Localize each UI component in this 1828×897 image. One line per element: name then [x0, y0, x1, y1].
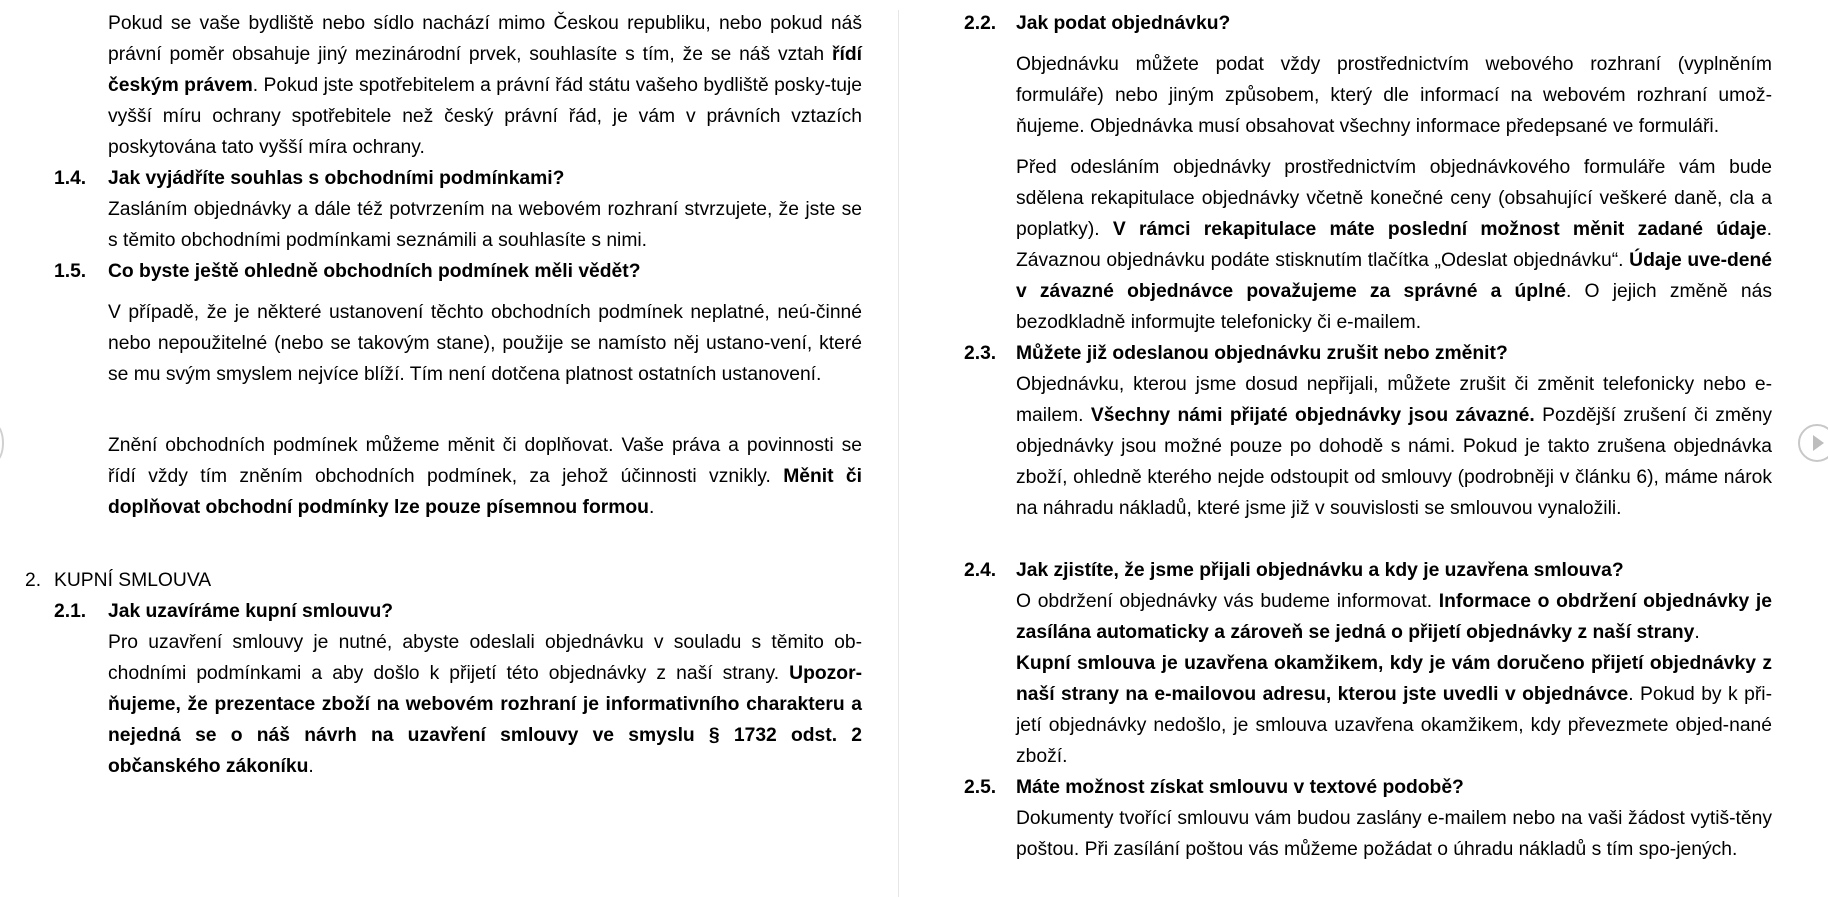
section-title: Jak podat objednávku?	[1016, 13, 1231, 34]
column-divider	[898, 10, 899, 897]
text: Pozdější zrušení či změny objednávky jsou možné pouze po dohodě s námi. Pokud je takto zrušena objednávka zboží, ohledně kterého nejde odstoupit od smlouvy (podrobněji v článku 6), máme nárok na náhradu nákladů, které jsme již v souvislosti se smlouvou vynaložili.	[1016, 405, 1772, 519]
section-title: Co byste ještě ohledně obchodních podmínek měli vědět?	[108, 261, 641, 282]
previous-page-button[interactable]	[0, 424, 4, 462]
text: Pokud se vaše bydliště nebo sídlo nachází mimo Českou republiku, nebo pokud náš právní poměr obsahuje jiný mezinárodní prvek, souhlasíte s tím, že se náš vztah	[108, 13, 862, 65]
section-number: 1.5.	[54, 261, 87, 282]
paragraph-governing-law	[108, 8, 862, 163]
paragraph-2-2-a: Objednávku můžete podat vždy prostřednictvím webového rozhraní (vyplněním formuláře) nebo jiným způsobem, který dle informací na webovém rozhraní umož-ňujeme. Objednávka musí obsahovat všechny informace předepsané ve formuláři.	[1016, 54, 1772, 137]
paragraph-1-4: Zasláním objednávky a dále též potvrzením na webovém rozhraní stvrzujete, že jste se s těmito obchodními podmínkami seznámili a souhlasíte s nimi.	[108, 199, 862, 251]
bold-text: Upozor-ňujeme, že prezentace zboží na webovém rozhraní je informativního charakteru a nejedná se o náš návrh na uzavření smlouvy ve smyslu § 1732 odst. 2 občanského zákoníku	[108, 663, 862, 777]
paragraph-2-3	[1016, 369, 1772, 524]
section-number: 2.2.	[964, 13, 997, 34]
bold-text: Údaje uve-dené v závazné objednávce považujeme za správné a úplné	[1016, 250, 1773, 302]
paragraph-2-2-b	[1016, 152, 1772, 338]
heading-2-3	[964, 338, 1508, 369]
heading-2-2	[964, 8, 1230, 39]
section-2-heading	[25, 565, 211, 596]
heading-1-4	[54, 163, 564, 194]
bold-text: Měnit či doplňovat obchodní podmínky lze pouze písemnou formou	[108, 466, 862, 518]
section-number: 2.	[25, 570, 42, 591]
text: Před odesláním objednávky prostřednictvím objednávkového formuláře vám bude sdělena rekapitulace objednávky včetně konečné ceny (obsahující veškeré daně, cla a poplatky).	[1016, 157, 1772, 240]
paragraph-2-4-b	[1016, 648, 1772, 772]
bold-text: Informace o obdržení objednávky je zasílána automaticky a zároveň se jedná o přijetí objednávky z naší strany	[1016, 591, 1772, 643]
text: Objednávku, kterou jsme dosud nepřijali, můžete zrušit či změnit telefonicky nebo e-mailem.	[1016, 374, 1772, 426]
section-number: 2.1.	[54, 601, 87, 622]
section-number: 2.4.	[964, 560, 997, 581]
heading-2-5	[964, 772, 1464, 803]
section-title: Jak vyjádříte souhlas s obchodními podmínkami?	[108, 168, 565, 189]
section-title: KUPNÍ SMLOUVA	[54, 570, 212, 591]
text: . O jejich změně nás bezodkladně informujte telefonicky či e-mailem.	[1016, 281, 1772, 333]
paragraph-2-4-a	[1016, 586, 1772, 648]
heading-2-4	[964, 555, 1624, 586]
left-column	[0, 0, 900, 897]
text: Znění obchodních podmínek můžeme měnit či doplňovat. Vaše práva a povinnosti se řídí vždy tím zněním obchodních podmínek, za jehož účinnosti vznikly.	[108, 435, 862, 487]
section-number: 2.5.	[964, 777, 997, 798]
bold-text: řídí českým právem	[108, 44, 862, 96]
heading-2-1	[54, 596, 393, 627]
bold-text: Všechny námi přijaté objednávky jsou závazné.	[1090, 405, 1535, 426]
section-number: 1.4.	[54, 168, 87, 189]
heading-1-5	[54, 256, 640, 287]
paragraph-2-1	[108, 627, 862, 782]
paragraph-2-5: Dokumenty tvořící smlouvu vám budou zaslány e-mailem nebo na vaši žádost vytiš-těny poštou. Při zasílání poštou vás můžeme požádat o úhradu nákladů s tím spo-jených.	[1016, 808, 1772, 860]
bold-text: Kupní smlouva je uzavřena okamžikem, kdy je vám doručeno přijetí objednávky z naší strany na e-mailovou adresu, kterou jste uvedli v objednávce	[1016, 653, 1772, 705]
text: .	[648, 497, 655, 518]
text: Pro uzavření smlouvy je nutné, abyste odeslali objednávku v souladu s těmito ob-chodními podmínkami a aby došlo k přijetí této objednávky z naší strany.	[108, 632, 862, 684]
section-number: 2.3.	[964, 343, 997, 364]
paragraph-1-5-b	[108, 430, 862, 523]
text: .	[1694, 622, 1700, 643]
next-page-button[interactable]	[1798, 424, 1828, 462]
text: O obdržení objednávky vás budeme informovat.	[1016, 591, 1439, 612]
text: . Pokud by k při-jetí objednávky nedošlo, je smlouva uzavřena okamžikem, kdy převezmete objed-nané zboží.	[1016, 684, 1772, 767]
section-title: Jak zjistíte, že jsme přijali objednávku a kdy je uzavřena smlouva?	[1016, 560, 1624, 581]
text: . Pokud jste spotřebitelem a právní řád státu vašeho bydliště posky-tuje vyšší míru ochrany spotřebitele než český právní řád, je vám v právních vztazích poskytována tato vyšší míra ochrany.	[108, 75, 862, 158]
text: . Závaznou objednávku podáte stisknutím tlačítka „Odeslat objednávku“.	[1016, 219, 1772, 271]
text: .	[308, 756, 314, 777]
section-title: Můžete již odeslanou objednávku zrušit nebo změnit?	[1016, 343, 1508, 364]
right-column	[900, 0, 1828, 897]
section-title: Jak uzavíráme kupní smlouvu?	[108, 601, 394, 622]
section-title: Máte možnost získat smlouvu v textové podobě?	[1016, 777, 1464, 798]
paragraph-1-5-a: V případě, že je některé ustanovení těchto obchodních podmínek neplatné, neú-činné nebo nepoužitelné (nebo se takovým stane), použije se namísto něj ustano-vení, které se mu svým smyslem nejvíce blíží. Tím není dotčena platnost ostatních ustanovení.	[108, 302, 862, 385]
bold-text: V rámci rekapitulace máte poslední možnost měnit zadané údaje	[1112, 219, 1767, 240]
